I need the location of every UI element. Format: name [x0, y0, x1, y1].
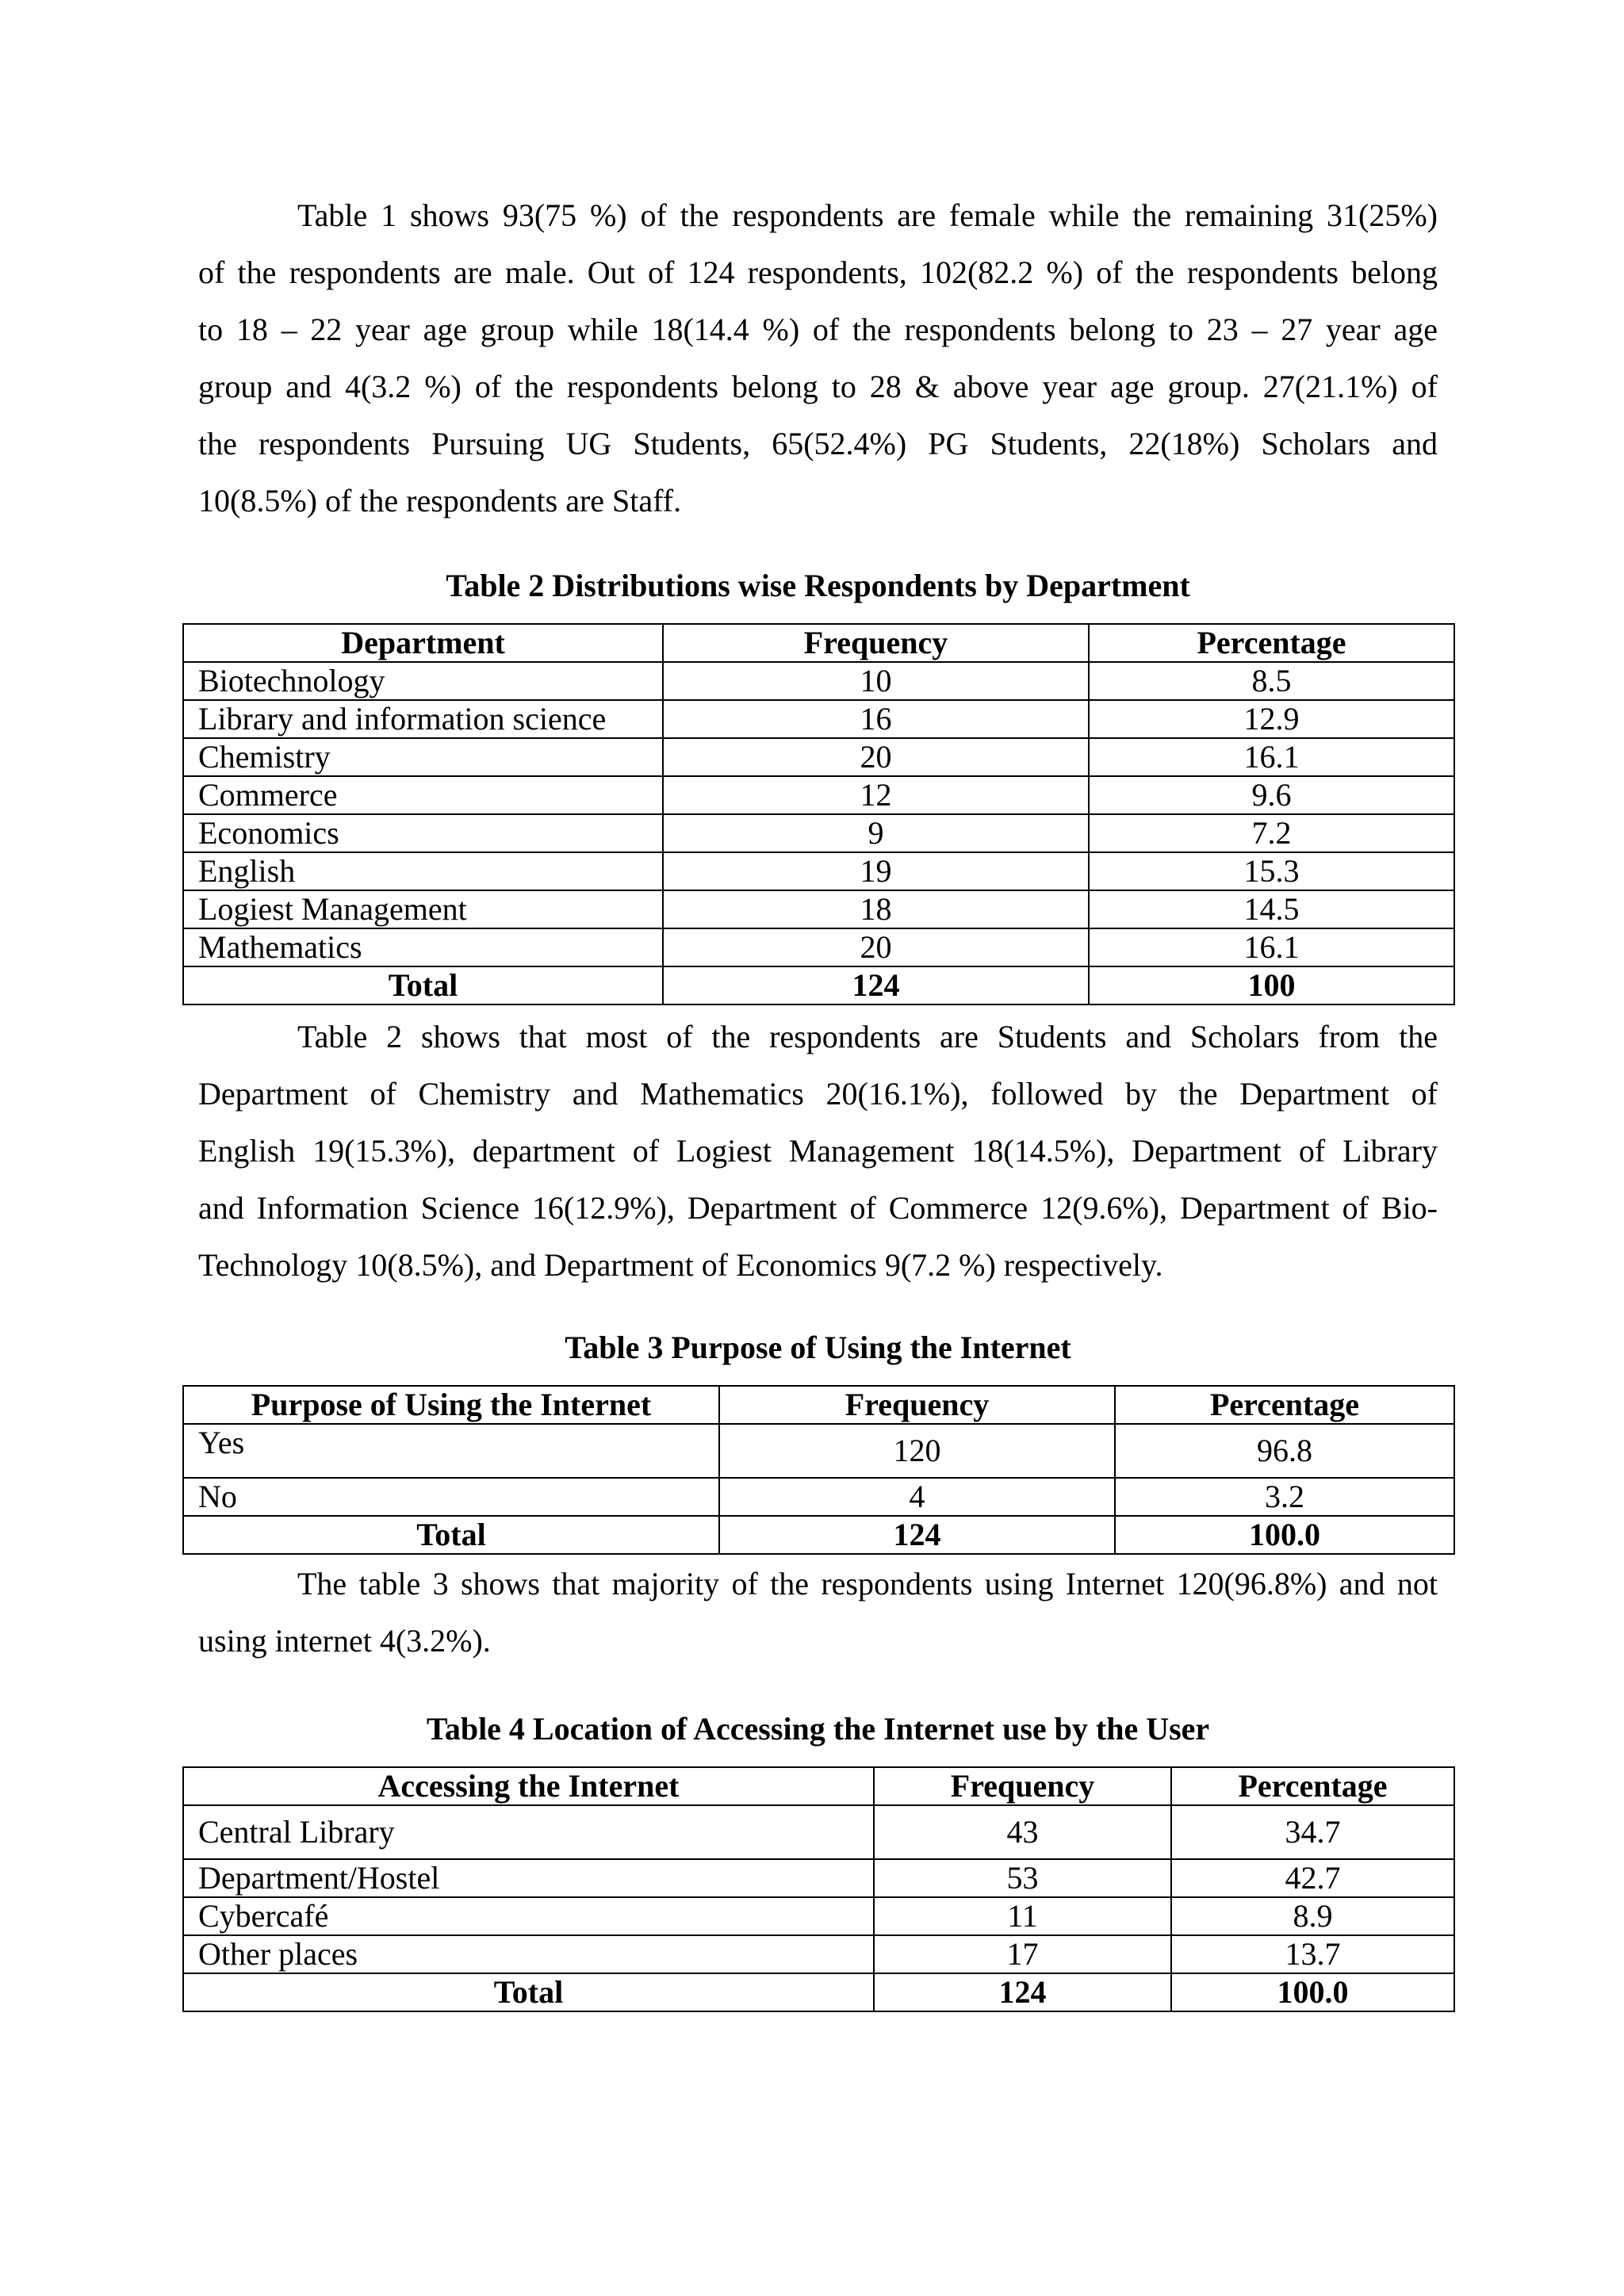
table-cell: Library and information science [183, 700, 663, 738]
table-row [183, 776, 1454, 814]
table-cell: 96.8 [1115, 1424, 1454, 1478]
text-line: and Information Science 16(12.9%), Department of Commerce 12(9.6%), Department of Bio- [198, 1190, 1438, 1226]
table-cell: Central Library [183, 1805, 874, 1859]
table-cell: 8.5 [1089, 662, 1454, 700]
table-cell: Yes [183, 1424, 719, 1478]
table-cell: English [183, 852, 663, 890]
table-cell: 13.7 [1171, 1935, 1454, 1973]
table-cell: 100 [1089, 966, 1454, 1004]
table3-caption: Table 3 Purpose of Using the Internet [565, 1330, 1071, 1365]
table-row [183, 814, 1454, 852]
table-cell: 124 [719, 1516, 1115, 1554]
table-row [183, 738, 1454, 776]
table-cell: 7.2 [1089, 814, 1454, 852]
table-cell: 3.2 [1115, 1478, 1454, 1516]
text-line: Table 1 shows 93(75 %) of the respondents are female while the remaining 31(25%) [297, 197, 1438, 233]
table-cell: 53 [874, 1859, 1171, 1897]
table-total-row [183, 966, 1454, 1004]
table-cell: 43 [874, 1805, 1171, 1859]
paragraph-table2-summary [198, 1008, 1438, 1294]
table-cell: 100.0 [1171, 1973, 1454, 2011]
table-cell: 124 [874, 1973, 1171, 2011]
table-cell: 8.9 [1171, 1897, 1454, 1935]
table-row [183, 700, 1454, 738]
table3-purpose [182, 1385, 1455, 1555]
table-header-row [183, 1767, 1454, 1805]
table-cell: 14.5 [1089, 890, 1454, 928]
table-cell: Total [183, 1516, 719, 1554]
table4-caption: Table 4 Location of Accessing the Internet use by the User [426, 1711, 1210, 1747]
text-line: Technology 10(8.5%), and Department of Economics 9(7.2 %) respectively. [198, 1247, 1163, 1283]
table-row [183, 1805, 1454, 1859]
text-line: using internet 4(3.2%). [198, 1623, 491, 1659]
table-cell: 124 [663, 966, 1089, 1004]
table-cell: 15.3 [1089, 852, 1454, 890]
table-cell: 20 [663, 738, 1089, 776]
table-cell: Total [183, 966, 663, 1004]
table-cell: 16.1 [1089, 738, 1454, 776]
table-cell: Chemistry [183, 738, 663, 776]
text-line: 10(8.5%) of the respondents are Staff. [198, 483, 682, 519]
column-header: Percentage [1089, 624, 1454, 662]
table-total-row [183, 1516, 1454, 1554]
table-row [183, 1897, 1454, 1935]
table-cell: 12 [663, 776, 1089, 814]
table-cell: 20 [663, 928, 1089, 966]
table-cell: 9.6 [1089, 776, 1454, 814]
table-row [183, 1424, 1454, 1478]
column-header: Frequency [874, 1767, 1171, 1805]
column-header: Frequency [663, 624, 1089, 662]
table-cell: Commerce [183, 776, 663, 814]
table-row [183, 1859, 1454, 1897]
table-cell: 10 [663, 662, 1089, 700]
column-header: Accessing the Internet [183, 1767, 874, 1805]
text-line: of the respondents are male. Out of 124 respondents, 102(82.2 %) of the respondents belong [198, 254, 1438, 290]
text-line: to 18 – 22 year age group while 18(14.4 %) of the respondents belong to 23 – 27 year age [198, 312, 1438, 347]
paragraph-table1-summary [198, 187, 1438, 530]
table-cell: 17 [874, 1935, 1171, 1973]
table-cell: 34.7 [1171, 1805, 1454, 1859]
column-header: Frequency [719, 1386, 1115, 1424]
paragraph-table3-summary [198, 1556, 1438, 1670]
text-line: the respondents Pursuing UG Students, 65(52.4%) PG Students, 22(18%) Scholars and [198, 426, 1438, 461]
table-cell: No [183, 1478, 719, 1516]
table-cell: 9 [663, 814, 1089, 852]
table-cell: Total [183, 1973, 874, 2011]
table-header-row [183, 1386, 1454, 1424]
table-row [183, 662, 1454, 700]
column-header: Department [183, 624, 663, 662]
table-cell: Other places [183, 1935, 874, 1973]
table-cell: 4 [719, 1478, 1115, 1516]
table-cell: 12.9 [1089, 700, 1454, 738]
table-row [183, 928, 1454, 966]
column-header: Percentage [1171, 1767, 1454, 1805]
table-total-row [183, 1973, 1454, 2011]
text-line: English 19(15.3%), department of Logiest Management 18(14.5%), Department of Library [198, 1133, 1438, 1169]
table-cell: Economics [183, 814, 663, 852]
table-cell: 16.1 [1089, 928, 1454, 966]
table-row [183, 890, 1454, 928]
table-cell: 11 [874, 1897, 1171, 1935]
table-row [183, 852, 1454, 890]
table-cell: Biotechnology [183, 662, 663, 700]
table-cell: Mathematics [183, 928, 663, 966]
text-line: Department of Chemistry and Mathematics 20(16.1%), followed by the Department of [198, 1076, 1438, 1112]
table-row [183, 1478, 1454, 1516]
text-line: group and 4(3.2 %) of the respondents belong to 28 & above year age group. 27(21.1%) of [198, 369, 1438, 404]
table-row [183, 1935, 1454, 1973]
column-header: Percentage [1115, 1386, 1454, 1424]
table4-location [182, 1766, 1455, 2012]
table-cell: 19 [663, 852, 1089, 890]
table-cell: Department/Hostel [183, 1859, 874, 1897]
table-cell: 120 [719, 1424, 1115, 1478]
table-header-row [183, 624, 1454, 662]
table2-department [182, 623, 1455, 1005]
column-header: Purpose of Using the Internet [183, 1386, 719, 1424]
table2-caption: Table 2 Distributions wise Respondents by Department [446, 568, 1190, 603]
table-cell: Logiest Management [183, 890, 663, 928]
text-line: Table 2 shows that most of the respondents are Students and Scholars from the [297, 1019, 1438, 1054]
table-cell: 16 [663, 700, 1089, 738]
text-line: The table 3 shows that majority of the respondents using Internet 120(96.8%) and not [297, 1566, 1438, 1601]
table-cell: Cybercafé [183, 1897, 874, 1935]
table-cell: 100.0 [1115, 1516, 1454, 1554]
table-cell: 42.7 [1171, 1859, 1454, 1897]
table-cell: 18 [663, 890, 1089, 928]
